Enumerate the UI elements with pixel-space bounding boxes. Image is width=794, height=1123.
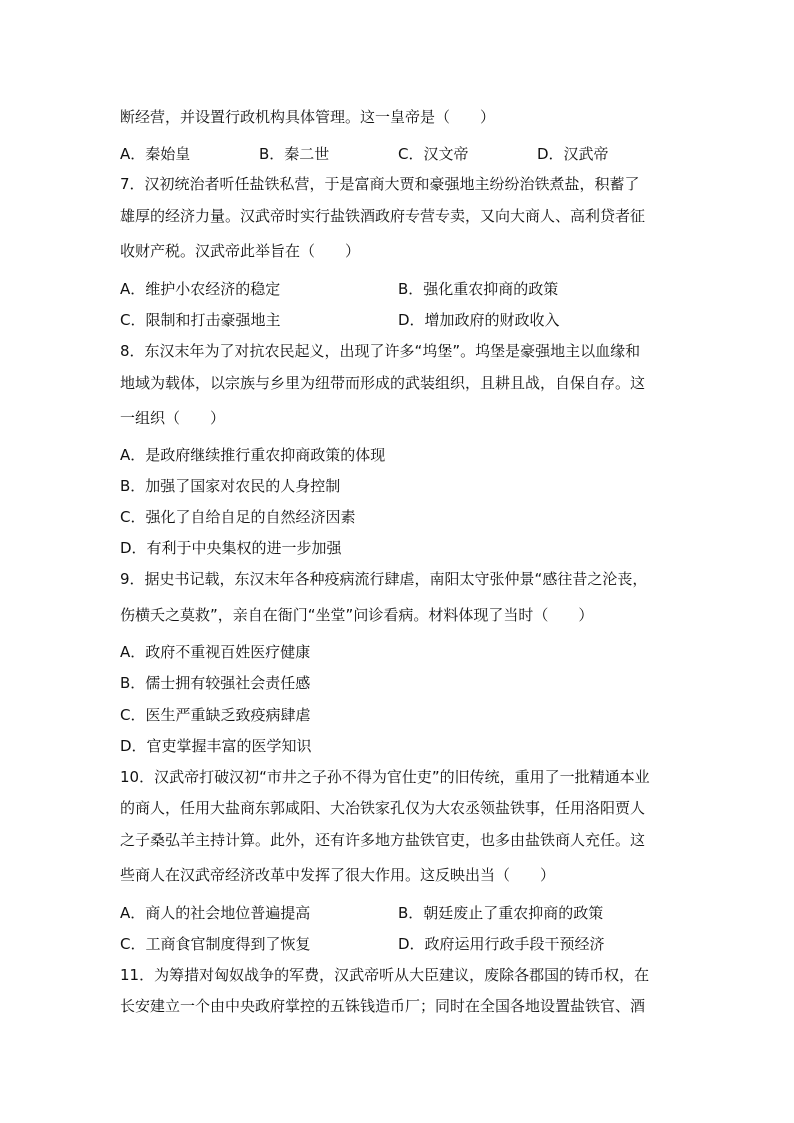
- q7-option-c: C．限制和打击豪强地主: [120, 311, 281, 329]
- q8-stem-line-3: 一组织（ ）: [120, 409, 226, 427]
- q10-option-b: B．朝廷废止了重农抑商的政策: [398, 904, 604, 922]
- q10-option-a: A．商人的社会地位普遍提高: [120, 904, 311, 922]
- q10-option-d: D．政府运用行政手段干预经济: [398, 935, 605, 953]
- q6-option-b: B．秦二世: [259, 145, 330, 163]
- q8-stem-line-2: 地域为载体，以宗族与乡里为纽带而形成的武装组织，且耕且战，自保自存。这: [120, 374, 646, 392]
- q6-option-c: C．汉文帝: [398, 145, 469, 163]
- q8-option-c: C．强化了自给自足的自然经济因素: [120, 508, 356, 526]
- q6-option-a: A．秦始皇: [120, 145, 191, 163]
- q7-stem-line-2: 雄厚的经济力量。汉武帝时实行盐铁酒政府专营专卖，又向大商人、高利贷者征: [120, 207, 646, 225]
- q9-stem-line-2: 伤横夭之莫救”，亲自在衙门“坐堂”问诊看病。材料体现了当时（ ）: [120, 606, 594, 624]
- q7-option-d: D．增加政府的财政收入: [398, 311, 560, 329]
- q8-option-d: D．有利于中央集权的进一步加强: [120, 539, 342, 557]
- q9-option-c: C．医生严重缺乏致疫病肆虐: [120, 706, 311, 724]
- q9-option-a: A．政府不重视百姓医疗健康: [120, 643, 311, 661]
- q10-stem-line-3: 之子桑弘羊主持计算。此外，还有许多地方盐铁官吏，也多由盐铁商人充任。这: [120, 831, 646, 849]
- q10-stem-line-4: 些商人在汉武帝经济改革中发挥了很大作用。这反映出当（ ）: [120, 866, 556, 884]
- q6-stem-line: 断经营，并设置行政机构具体管理。这一皇帝是（ ）: [120, 108, 496, 126]
- q8-stem-line-1: 8．东汉末年为了对抗农民起义，出现了许多“坞堡”。坞堡是豪强地主以血缘和: [120, 342, 641, 360]
- q9-option-d: D．官吏掌握丰富的医学知识: [120, 737, 312, 755]
- q9-stem-line-1: 9．据史书记载，东汉末年各种疫病流行肆虐，南阳太守张仲景“感往昔之沦丧，: [120, 570, 648, 588]
- q10-stem-line-1: 10．汉武帝打破汉初“市井之子孙不得为官仕吏”的旧传统，重用了一批精通本业: [120, 768, 650, 786]
- q8-option-b: B．加强了国家对农民的人身控制: [120, 477, 341, 495]
- q7-option-a: A．维护小农经济的稳定: [120, 280, 281, 298]
- q11-stem-line-2: 长安建立一个由中央政府掌控的五铢钱造币厂；同时在全国各地设置盐铁官、酒: [120, 997, 646, 1015]
- q8-option-a: A．是政府继续推行重农抑商政策的体现: [120, 446, 386, 464]
- q6-option-d: D．汉武帝: [537, 145, 609, 163]
- q7-stem-line-3: 收财产税。汉武帝此举旨在（ ）: [120, 242, 361, 260]
- q9-option-b: B．儒士拥有较强社会责任感: [120, 674, 311, 692]
- q11-stem-line-1: 11．为筹措对匈奴战争的军费，汉武帝听从大臣建议，废除各郡国的铸币权，在: [120, 966, 650, 984]
- q10-option-c: C．工商食官制度得到了恢复: [120, 935, 311, 953]
- q7-option-b: B．强化重农抑商的政策: [398, 280, 559, 298]
- q10-stem-line-2: 的商人，任用大盐商东郭咸阳、大冶铁家孔仅为大农丞领盐铁事，任用洛阳贾人: [120, 799, 646, 817]
- q7-stem-line-1: 7．汉初统治者听任盐铁私营，于是富商大贾和豪强地主纷纷治铁煮盐，积蓄了: [120, 175, 640, 193]
